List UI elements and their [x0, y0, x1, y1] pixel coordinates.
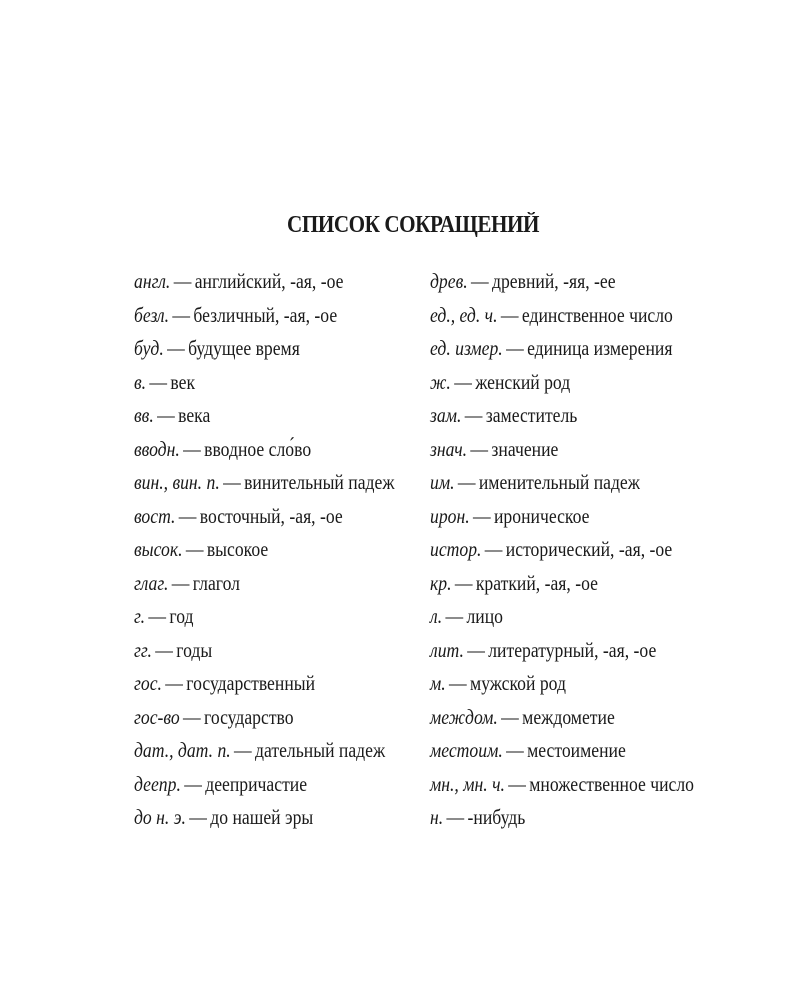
- abbreviation-term: до н. э.: [134, 805, 186, 829]
- abbreviation-entry: [134, 533, 386, 567]
- abbreviation-term: кр.: [430, 570, 452, 595]
- abbreviation-term: мн., мн. ч.: [430, 771, 505, 796]
- em-dash-separator: —: [500, 302, 519, 327]
- abbreviation-entry: [134, 299, 386, 333]
- abbreviation-entry: [134, 768, 386, 802]
- abbreviation-term: высок.: [134, 537, 183, 561]
- em-dash-separator: —: [506, 336, 524, 360]
- abbreviation-meaning: глагол: [192, 570, 240, 595]
- abbreviation-meaning: год: [169, 604, 194, 628]
- abbreviation-meaning: винительный падеж: [244, 470, 395, 494]
- abbreviation-meaning: век: [170, 369, 196, 394]
- abbreviation-term: глаг.: [134, 570, 169, 595]
- abbreviation-meaning: междометие: [522, 704, 615, 729]
- abbreviation-term: зам.: [430, 403, 462, 427]
- abbreviation-meaning: вводное сло́во: [204, 436, 312, 461]
- abbreviation-entry: [430, 299, 682, 333]
- abbreviation-term: междом.: [430, 704, 498, 729]
- em-dash-separator: —: [172, 302, 191, 327]
- abbreviation-term: в.: [134, 369, 147, 394]
- abbreviation-term: ирон.: [430, 503, 470, 528]
- abbreviation-term: вост.: [134, 503, 176, 528]
- abbreviation-term: ж.: [430, 369, 451, 394]
- abbreviation-term: вводн.: [134, 436, 180, 461]
- abbreviation-meaning: литературный, -ая, -ое: [488, 637, 657, 662]
- em-dash-separator: —: [183, 436, 201, 461]
- abbreviation-entry: [134, 567, 386, 601]
- abbreviation-entry: [430, 366, 682, 400]
- em-dash-separator: —: [484, 537, 503, 561]
- abbreviation-term: гг.: [134, 637, 152, 662]
- abbreviation-term: вв.: [134, 403, 154, 427]
- abbreviation-entry: [430, 600, 682, 634]
- page-title: СПИСОК СОКРАЩЕНИЙ: [287, 212, 539, 238]
- em-dash-separator: —: [472, 503, 491, 528]
- abbreviation-meaning: до нашей эры: [210, 805, 314, 829]
- em-dash-separator: —: [501, 704, 519, 729]
- em-dash-separator: —: [223, 470, 241, 494]
- abbreviation-meaning: заместитель: [485, 403, 578, 427]
- abbreviation-entry: [430, 466, 682, 500]
- abbreviation-term: г.: [134, 604, 146, 628]
- em-dash-separator: —: [449, 671, 467, 695]
- abbreviation-meaning: местоимение: [527, 738, 626, 762]
- abbreviation-entry: [430, 667, 682, 701]
- abbreviation-entry: [430, 533, 682, 567]
- abbreviation-entry: [430, 399, 682, 433]
- abbreviation-meaning: английский, -ая, -ое: [194, 269, 344, 293]
- abbreviation-meaning: дательный падеж: [255, 738, 386, 762]
- abbreviation-meaning: ироническое: [493, 503, 590, 528]
- abbreviation-meaning: века: [178, 403, 211, 427]
- abbreviation-meaning: значение: [491, 436, 559, 461]
- abbreviation-entry: [430, 332, 682, 366]
- abbreviation-entry: [134, 734, 386, 768]
- abbreviation-entry: [134, 600, 386, 634]
- abbreviation-entry: [430, 634, 682, 668]
- em-dash-separator: —: [471, 269, 489, 293]
- abbreviation-entry: [430, 433, 682, 467]
- em-dash-separator: —: [178, 503, 197, 528]
- em-dash-separator: —: [185, 537, 204, 561]
- abbreviation-term: лит.: [430, 637, 464, 662]
- abbreviation-meaning: годы: [176, 637, 213, 662]
- abbreviation-meaning: исторический, -ая, -ое: [505, 537, 673, 561]
- abbreviation-term: местоим.: [430, 738, 503, 762]
- abbreviation-meaning: высокое: [206, 537, 269, 561]
- abbreviation-meaning: единственное число: [521, 302, 673, 327]
- abbreviation-entry: [134, 366, 386, 400]
- abbreviation-meaning: -нибудь: [467, 805, 526, 829]
- em-dash-separator: —: [189, 805, 207, 829]
- abbreviation-entry: [430, 734, 682, 768]
- abbreviation-meaning: единица измерения: [527, 336, 673, 360]
- abbreviation-entry: [134, 500, 386, 534]
- em-dash-separator: —: [167, 336, 185, 360]
- abbreviation-meaning: женский род: [475, 369, 571, 394]
- em-dash-separator: —: [464, 403, 483, 427]
- abbreviation-meaning: именительный падеж: [478, 470, 640, 494]
- abbreviation-term: безл.: [134, 302, 170, 327]
- abbreviation-term: деепр.: [134, 771, 181, 796]
- em-dash-separator: —: [149, 369, 168, 394]
- abbreviation-term: англ.: [134, 269, 171, 293]
- em-dash-separator: —: [155, 637, 173, 662]
- abbreviation-meaning: государственный: [186, 671, 316, 695]
- abbreviation-entry: [134, 265, 386, 299]
- abbreviation-entry: [134, 433, 386, 467]
- abbreviation-meaning: восточный, -ая, -ое: [199, 503, 343, 528]
- abbreviation-entry: [134, 466, 395, 500]
- abbreviation-entry: [134, 801, 386, 835]
- abbreviation-term: ед. измер.: [430, 336, 503, 360]
- abbreviation-term: н.: [430, 805, 444, 829]
- abbreviation-term: гос-во: [134, 704, 180, 729]
- abbreviation-term: истор.: [430, 537, 482, 561]
- abbreviation-entry: [430, 265, 682, 299]
- abbreviation-term: им.: [430, 470, 455, 494]
- abbreviation-meaning: краткий, -ая, -ое: [475, 570, 598, 595]
- abbreviation-term: ед., ед. ч.: [430, 302, 498, 327]
- abbreviation-meaning: будущее время: [188, 336, 300, 360]
- abbreviation-entry: [430, 701, 682, 735]
- em-dash-separator: —: [173, 269, 192, 293]
- em-dash-separator: —: [445, 604, 464, 628]
- abbreviation-term: м.: [430, 671, 446, 695]
- abbreviation-meaning: лицо: [466, 604, 503, 628]
- em-dash-separator: —: [171, 570, 190, 595]
- abbreviation-entry: [430, 801, 682, 835]
- abbreviation-term: дат., дат. п.: [134, 738, 231, 762]
- abbreviation-entry: [134, 399, 386, 433]
- em-dash-separator: —: [183, 704, 201, 729]
- em-dash-separator: —: [454, 369, 472, 394]
- em-dash-separator: —: [148, 604, 167, 628]
- em-dash-separator: —: [457, 470, 476, 494]
- em-dash-separator: —: [446, 805, 465, 829]
- abbreviation-entry: [134, 701, 386, 735]
- abbreviation-term: л.: [430, 604, 443, 628]
- abbreviation-meaning: мужской род: [470, 671, 566, 695]
- em-dash-separator: —: [470, 436, 489, 461]
- em-dash-separator: —: [184, 771, 202, 796]
- abbreviation-entry: [134, 667, 386, 701]
- abbreviation-meaning: древний, -яя, -ее: [492, 269, 616, 293]
- abbreviation-entry: [430, 768, 694, 802]
- abbreviation-term: вин., вин. п.: [134, 470, 220, 494]
- abbreviation-meaning: множественное число: [529, 771, 694, 796]
- abbreviation-entry: [134, 634, 386, 668]
- abbreviation-entry: [134, 332, 386, 366]
- abbreviation-entry: [430, 500, 682, 534]
- em-dash-separator: —: [165, 671, 183, 695]
- em-dash-separator: —: [234, 738, 252, 762]
- abbreviations-column-left: [134, 265, 434, 835]
- abbreviation-term: древ.: [430, 269, 468, 293]
- abbreviation-term: буд.: [134, 336, 164, 360]
- em-dash-separator: —: [454, 570, 473, 595]
- abbreviation-entry: [430, 567, 682, 601]
- em-dash-separator: —: [467, 637, 485, 662]
- em-dash-separator: —: [506, 738, 524, 762]
- abbreviation-meaning: безличный, -ая, -ое: [193, 302, 338, 327]
- abbreviation-term: гос.: [134, 671, 162, 695]
- abbreviations-column-right: [430, 265, 730, 835]
- abbreviation-term: знач.: [430, 436, 468, 461]
- em-dash-separator: —: [157, 403, 175, 427]
- abbreviation-meaning: деепричастие: [205, 771, 308, 796]
- em-dash-separator: —: [508, 771, 526, 796]
- abbreviation-meaning: государство: [204, 704, 294, 729]
